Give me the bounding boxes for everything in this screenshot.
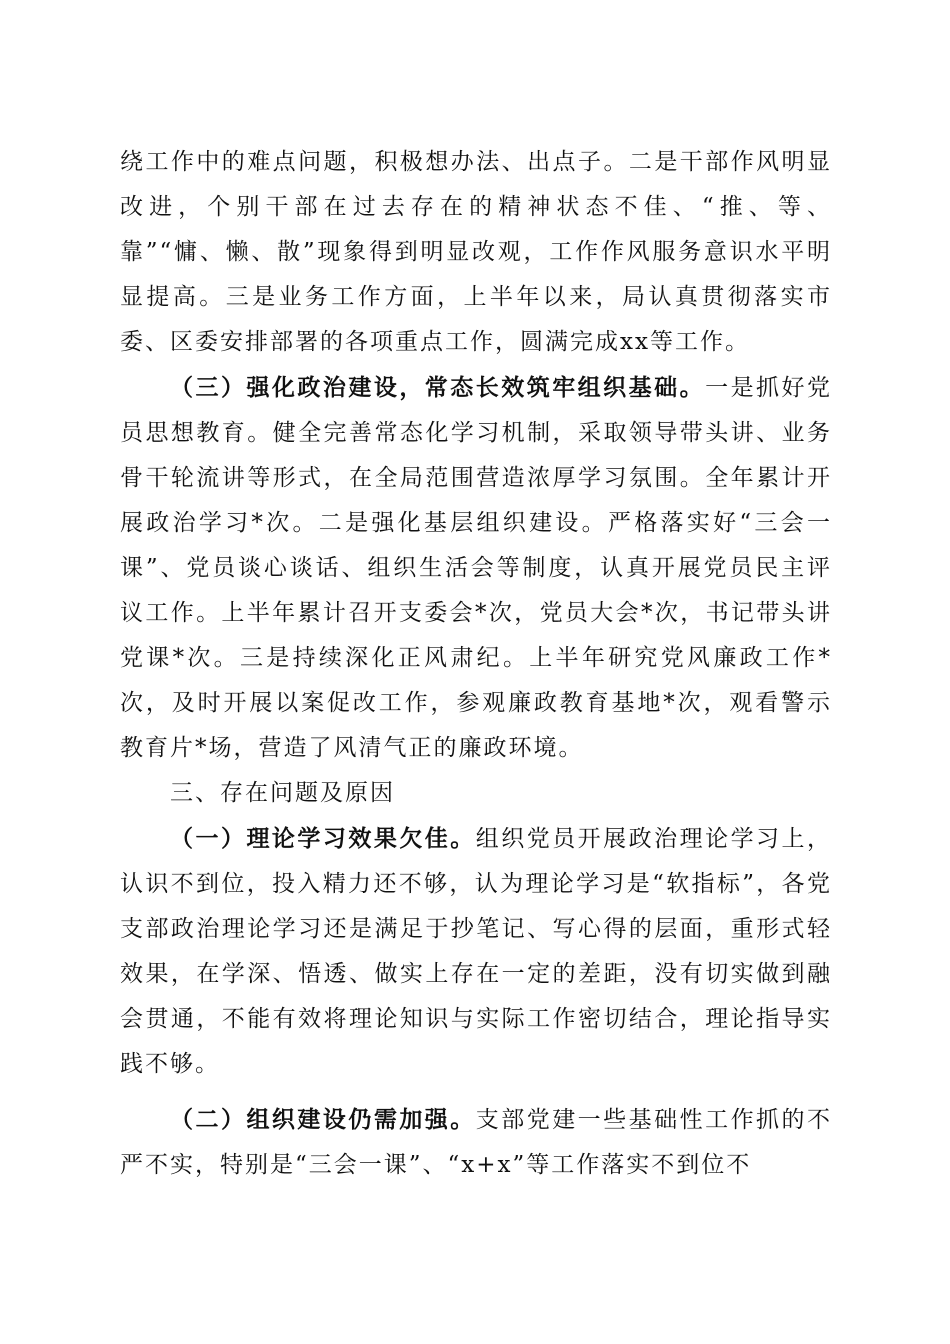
paragraph-lead-strengthen-political-building: （三）强化政治建设，常态长效筑牢组织基础。 [170,374,706,401]
paragraph-body-theory-study-effect: 组织党员开展政治理论学习上，认识不到位，投入精力还不够，认为理论学习是“软指标”，各党支部政治理论学习还是满足于抄笔记、写心得的层面，重形式轻效果，在学深、悟透、做实上存在一定的差距，没有切实做到融会贯通，不能有效将理论知识与实际工作密切结合，理论指导实践不够。 [120,826,833,1077]
continued-paragraph: 绕工作中的难点问题，积极想办法、出点子。二是干部作风明显改进，个别干部在过去存在的精神状态不佳、“推、等、靠”“慵、懒、散”现象得到明显改观，工作作风服务意识水平明显提高。三是业务工作方面，上半年以来，局认真贯彻落实市委、区委安排部署的各项重点工作，圆满完成xx等工作。 [120,149,832,355]
paragraph-body-organization-building: 支部党建一些基础性工作抓的不严不实，特别是“三会一课”、“x+x”等工作落实不到位不 [120,1107,833,1178]
document-body [120,140,832,1188]
paragraph-strengthen-political-building [120,365,832,771]
paragraph-theory-study-effect [120,816,832,1087]
section-heading-problems-and-causes: 三、存在问题及原因 [170,780,395,806]
paragraph-body-strengthen-political-building: 一是抓好党员思想教育。健全完善常态化学习机制，采取领导带头讲、业务骨干轮流讲等形式，在全局范围营造浓厚学习氛围。全年累计开展政治学习*次。二是强化基层组织建设。严格落实好“三会一课”、党员谈心谈话、组织生活会等制度，认真开展党员民主评议工作。上半年累计召开支委会*次，党员大会*次，书记带头讲党课*次。三是持续深化正风肃纪。上半年研究党风廉政工作*次，及时开展以案促改工作，参观廉政教育基地*次，观看警示教育片*场，营造了风清气正的廉政环境。 [120,375,833,761]
paragraph-organization-building [120,1097,832,1188]
paragraph-lead-organization-building: （二）组织建设仍需加强。 [170,1106,476,1133]
paragraph-lead-theory-study-effect: （一）理论学习效果欠佳。 [170,825,476,852]
